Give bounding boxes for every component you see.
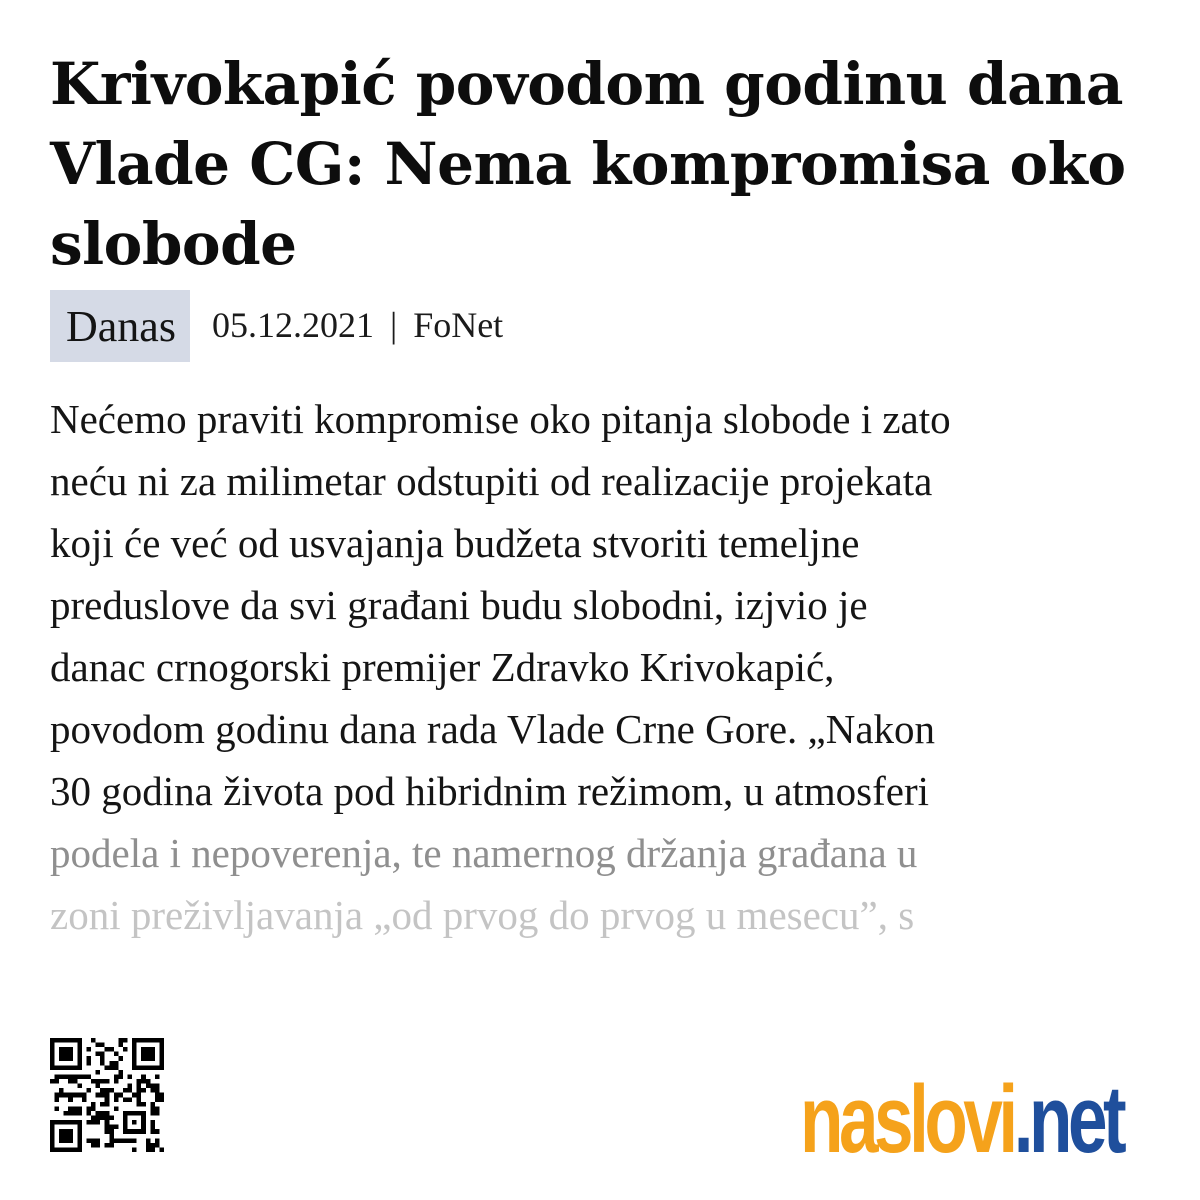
article-meta <box>50 290 503 362</box>
body-line: Nećemo praviti kompromise oko pitanja slobode i zato <box>50 396 951 442</box>
body-line-faded: zoni preživljavanja „od prvog do prvog u mesecu”, s <box>50 892 915 938</box>
brand-logo <box>800 1066 1170 1173</box>
meta-line <box>212 304 503 346</box>
meta-separator: | <box>389 305 398 345</box>
qr-code-icon <box>50 1038 164 1152</box>
article-agency: FoNet <box>413 305 504 345</box>
body-line-faded: podela i nepoverenja, te namernog držanja građana u <box>50 830 918 876</box>
article-headline: Krivokapić povodom godinu dana Vlade CG: Nema kompromisa oko slobode <box>50 50 1126 278</box>
body-line: neću ni za milimetar odstupiti od realizacije projekata <box>50 458 933 504</box>
body-line: koji će već od usvajanja budžeta stvoriti temeljne <box>50 520 860 566</box>
brand-logo-right: .net <box>1013 1066 1123 1173</box>
body-line: povodom godinu dana rada Vlade Crne Gore. „Nakon <box>50 706 936 752</box>
article-body <box>50 388 1160 946</box>
body-line: 30 godina života pod hibridnim režimom, u atmosferi <box>50 768 930 814</box>
body-line: danac crnogorski premijer Zdravko Krivokapić, <box>50 644 835 690</box>
body-line: preduslove da svi građani budu slobodni, izjvio je <box>50 582 868 628</box>
brand-logo-left: naslovi <box>800 1066 1014 1173</box>
article-date: 05.12.2021 <box>211 305 374 345</box>
source-badge: Danas <box>50 290 190 362</box>
